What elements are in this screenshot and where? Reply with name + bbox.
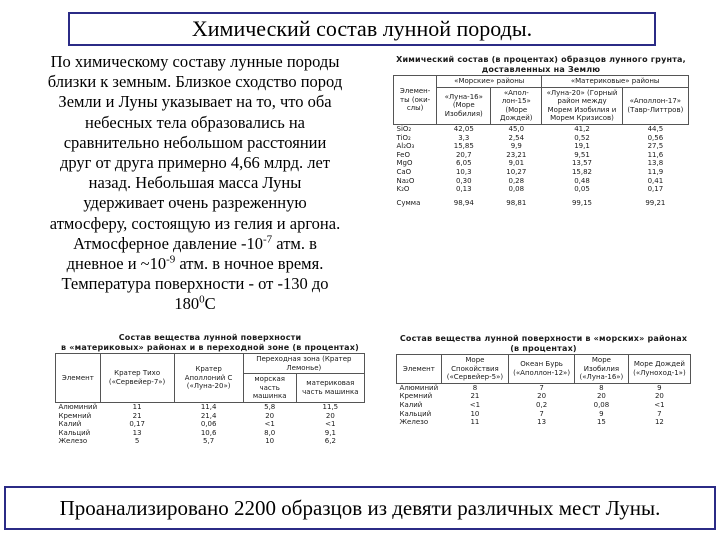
table-cell-element: Na₂O (396, 176, 415, 185)
body-line: Земли и Луны указывает на то, что оба (58, 92, 332, 112)
table-cell-value: 11,6 (647, 150, 664, 159)
table-cell-value: 0,08 (593, 400, 610, 409)
table-cell-element: Сумма (396, 198, 421, 207)
table-cell-value: 13 (132, 428, 142, 437)
table-cell-value: 98,94 (453, 198, 474, 207)
table-cell-value: 10 (265, 437, 275, 446)
table1-group-header: «Материковые» районы (542, 76, 689, 88)
body-line: Атмосферное давление $-10^{-7}$ атм. в (73, 233, 317, 253)
table-cell-value: 7 (657, 409, 662, 418)
table-cell-element: Калий (399, 400, 423, 409)
table-cell-value: 10,27 (506, 167, 527, 176)
table-cell-value: 10,6 (200, 428, 217, 437)
table-cell-value: 3,3 (458, 133, 470, 142)
table-row (394, 177, 689, 186)
table-cell-value: 8,0 (264, 428, 276, 437)
table-row (56, 420, 365, 429)
table2-header: Элемент (56, 354, 101, 403)
table-cell-value: 7 (539, 383, 544, 392)
table-row (56, 412, 365, 421)
body-line: назад. Небольшая масса Луны (88, 173, 302, 193)
table-cell-value: 9,01 (508, 159, 525, 168)
table-cell-value: 0,13 (455, 185, 472, 194)
table-row (394, 168, 689, 177)
body-line: друг от друга примерно 4,66 млрд. лет (59, 153, 331, 173)
table-cell-element: TiO₂ (396, 133, 411, 142)
table-cell-value: 8 (599, 383, 604, 392)
table-row (394, 159, 689, 168)
table2-header: Кратер Тихо («Сервейер-7») (100, 354, 174, 403)
body-line: По химическому составу лунные породы (50, 52, 340, 71)
table-cell-value: 20 (325, 411, 335, 420)
table1-header: «Луна-16» (Море Изобилия) (437, 87, 491, 124)
table-cell-element: Кальций (58, 428, 91, 437)
body-line: близки к земным. Близкое сходство пород (47, 72, 343, 92)
table-cell-element: Железо (58, 437, 88, 446)
body-line: $180^0С$ (174, 293, 216, 314)
table-cell-element: Кремний (58, 411, 92, 420)
table-row (397, 383, 691, 392)
table-cell-value: 11,4 (200, 402, 217, 411)
table-cell-element: CaO (396, 167, 412, 176)
table-cell-value: 12 (654, 418, 664, 427)
table-row (56, 429, 365, 438)
table-cell-value: 21 (132, 411, 142, 420)
table-cell-element: Алюминий (58, 402, 98, 411)
body-line: дневное и $\sim 10^{-9}$ атм. в ночное время. (66, 253, 324, 274)
table3 (396, 354, 691, 427)
table-cell-element: K₂O (396, 185, 410, 194)
footer-text: Проанализировано 2200 образцов из девяти различных мест Луны. (59, 495, 661, 520)
table-cell-value: 0,56 (647, 133, 664, 142)
table-cell-value: 0,17 (129, 420, 145, 429)
table-cell-value: 15,82 (571, 167, 593, 176)
table-cell-value: 20 (654, 392, 664, 401)
table-cell-value: 99,15 (571, 198, 593, 207)
table1-header: «Апол-лон-15» (Море Дождей) (491, 87, 542, 124)
table1-group-header: «Морские» районы (437, 76, 542, 88)
table-cell-value: 23,21 (506, 150, 527, 159)
table-cell-value: 0,30 (455, 176, 472, 185)
slide-title: Химический состав лунной породы. (191, 16, 533, 41)
table-cell-value: 0,41 (647, 176, 664, 185)
table2-caption: Состав вещества лунной поверхности в «материковых» районах и в переходной зоне (в процентах) (61, 333, 359, 352)
table3-header: Океан Бурь («Аполлон-12») (509, 355, 575, 384)
table-cell-value: 27,5 (647, 142, 664, 151)
table-row (394, 142, 689, 151)
table-cell-value: 10 (470, 409, 480, 418)
title-box (68, 12, 656, 46)
chemical-composition-table (393, 55, 689, 207)
table-cell-value: 11 (132, 402, 142, 411)
body-line: небесных тела образовались на (84, 112, 306, 132)
table1 (393, 75, 689, 207)
table2-header: Кратер Аполлоний С («Луна-20») (174, 354, 243, 403)
table-cell-element: SiO₂ (396, 124, 412, 133)
table-cell-value: 5 (134, 437, 140, 446)
table-row (56, 402, 365, 411)
body-line: удерживает очень разреженную (83, 193, 307, 213)
table1-header: «Луна-20» (Горный район между Морем Изобилия и Морем Кризисов) (542, 87, 622, 124)
table-cell-value: 11 (470, 418, 480, 427)
table-cell-element: FeO (396, 150, 410, 159)
table-cell-value: 5,8 (264, 402, 276, 411)
table-cell-value: 10,3 (455, 167, 472, 176)
table2-header: Переходная зона (Кратер Лемонье) (243, 354, 364, 374)
table2-header: материковая часть машинка (296, 374, 364, 403)
table-row (394, 185, 689, 194)
table-cell-value: 11,9 (647, 167, 664, 176)
table-cell-value: 11,5 (322, 402, 339, 411)
table-cell-value: <1 (469, 400, 481, 409)
table-cell-value: 20,7 (455, 150, 472, 159)
table-row (394, 124, 689, 133)
table-cell-value: 13,57 (571, 159, 593, 168)
table-cell-element: Калий (58, 420, 82, 429)
table1-caption: Химический состав (в процентах) образцов лунного грунта, доставленных на Землю (396, 55, 686, 74)
table-cell-value: 0,52 (574, 133, 590, 142)
body-line: Температура поверхности - от -130 до (61, 274, 329, 294)
table-total-row (394, 194, 689, 208)
table-cell-value: 5,7 (203, 437, 215, 446)
table-cell-value: 20 (537, 392, 547, 401)
table-row (394, 134, 689, 143)
table-cell-value: 0,28 (508, 176, 525, 185)
table-cell-value: 44,5 (647, 124, 664, 133)
table-cell-value: 0,06 (200, 420, 217, 429)
table-cell-value: 13,8 (647, 159, 664, 168)
table-row (394, 151, 689, 160)
table3-header: Море Дождей («Луноход-1») (628, 355, 690, 384)
table-cell-value: <1 (654, 400, 665, 409)
table-row (397, 410, 691, 419)
table-row (56, 437, 365, 446)
table-cell-value: 0,17 (647, 185, 664, 194)
table-cell-value: 99,21 (645, 198, 666, 207)
table-cell-value: 13 (537, 418, 547, 427)
table-row (397, 392, 691, 401)
table1-header: Элемен-ты (оки-слы) (394, 76, 437, 125)
body-line: сравнительно небольшом расстоянии (63, 132, 327, 152)
table-cell-value: 19,1 (574, 142, 590, 151)
table-cell-value: 9,1 (324, 428, 336, 437)
table2-header: морская часть машинка (243, 374, 296, 403)
table3-header: Море Спокойствия («Сервейер-5») (441, 355, 509, 384)
table2 (55, 353, 365, 446)
table-cell-value: 42,05 (453, 124, 474, 133)
maria-composition-table (396, 334, 691, 427)
table-cell-value: 6,2 (324, 437, 336, 446)
table-cell-value: 7 (539, 409, 544, 418)
table3-caption: Состав вещества лунной поверхности в «морских» районах (в процентах) (399, 334, 688, 353)
table-cell-value: 2,54 (508, 133, 525, 142)
table-cell-value: 21 (470, 392, 480, 401)
table-row (397, 401, 691, 410)
table-cell-element: Алюминий (399, 383, 439, 392)
body-paragraph (10, 52, 380, 315)
table-cell-value: 9,51 (574, 150, 590, 159)
table-cell-value: 0,05 (574, 185, 590, 194)
table3-header: Элемент (397, 355, 442, 384)
table-cell-value: 0,48 (574, 176, 590, 185)
table-cell-value: 45,0 (508, 124, 525, 133)
table-cell-value: 0,08 (508, 185, 525, 194)
table-cell-value: 20 (596, 392, 606, 401)
table-cell-value: 15,85 (453, 142, 474, 151)
table-cell-value: 9 (599, 409, 604, 418)
table-cell-value: 15 (596, 418, 606, 427)
table-cell-element: Al₂O₃ (396, 142, 415, 151)
table1-header: «Аполлон-17» (Тавр-Литтров) (622, 87, 688, 124)
table-cell-value: 8 (472, 383, 478, 392)
table3-header: Море Изобилия («Луна-16») (575, 355, 629, 384)
table-cell-value: 0,2 (536, 400, 548, 409)
body-line: атмосферу, состоящую из гелия и аргона. (49, 213, 341, 233)
table-cell-value: 20 (265, 411, 275, 420)
table-cell-value: 9,9 (510, 142, 522, 151)
highlands-composition-table (55, 333, 365, 446)
table-cell-value: 6,05 (455, 159, 472, 168)
table-cell-element: MgO (396, 159, 413, 168)
table-row (397, 418, 691, 427)
table-cell-element: Кремний (399, 392, 433, 401)
table-cell-element: Железо (399, 418, 429, 427)
table-cell-value: 41,2 (574, 124, 590, 133)
footer-box (4, 486, 716, 530)
table-cell-value: 9 (657, 383, 662, 392)
table-cell-element: Кальций (399, 409, 432, 418)
table-cell-value: 21,4 (200, 411, 217, 420)
table-cell-value: 98,81 (506, 198, 527, 207)
table-cell-value: <1 (264, 420, 275, 429)
table-cell-value: <1 (325, 420, 336, 429)
